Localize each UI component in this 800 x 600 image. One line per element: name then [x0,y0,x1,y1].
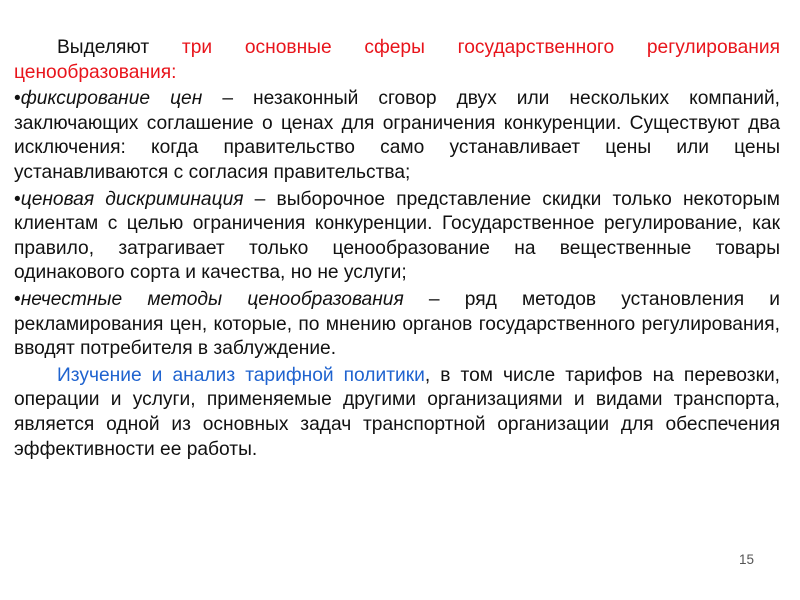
intro-highlight: три основные сферы государственного регулирования ценообразования: [14,37,780,83]
bullet-marker: • [14,288,21,310]
conclusion-paragraph [14,364,780,462]
bullet-unfair-pricing [14,288,780,362]
intro-lead: Выделяют [57,37,182,58]
page-number: 15 [738,552,754,567]
bullet-marker: • [14,188,21,210]
bullet-marker: • [14,88,21,110]
bullet-term: фиксирование цен [20,88,203,110]
bullet-term: ценовая дискриминация [20,188,244,210]
bullet-text: – ряд методов установления и рекламирования цен, которые, по мнению органов государственного регулирования, вводят потребителя в заблуждение. [14,288,781,360]
bullet-price-discrimination [14,188,780,286]
conclusion-highlight: Изучение и анализ тарифной политики [57,364,425,386]
conclusion-text: , в том числе тарифов на перевозки, операции и услуги, применяемые другими организациями и видами транспорта, является одной из основных задач транспортной организации для обеспечения эффективности ее работы. [14,364,781,460]
bullet-term: нечестные методы ценообразования [20,288,404,310]
bullet-text: – выборочное представление скидки только некоторым клиентам с целью ограничения конкуренции. Государственное регулирование, как правило, затрагивает только ценообразование на вещественные товары одинакового сорта и качества, но не услуги; [14,188,780,284]
bullet-text: – незаконный сговор двух или нескольких компаний, заключающих соглашение о ценах для ограничения конкуренции. Существуют два исключения: когда правительство само устанавливает цены или цены устанавливаются с согласия правительства; [14,88,780,183]
bullet-price-fixing [14,87,780,185]
intro-paragraph [14,36,780,85]
slide-body [14,36,780,464]
